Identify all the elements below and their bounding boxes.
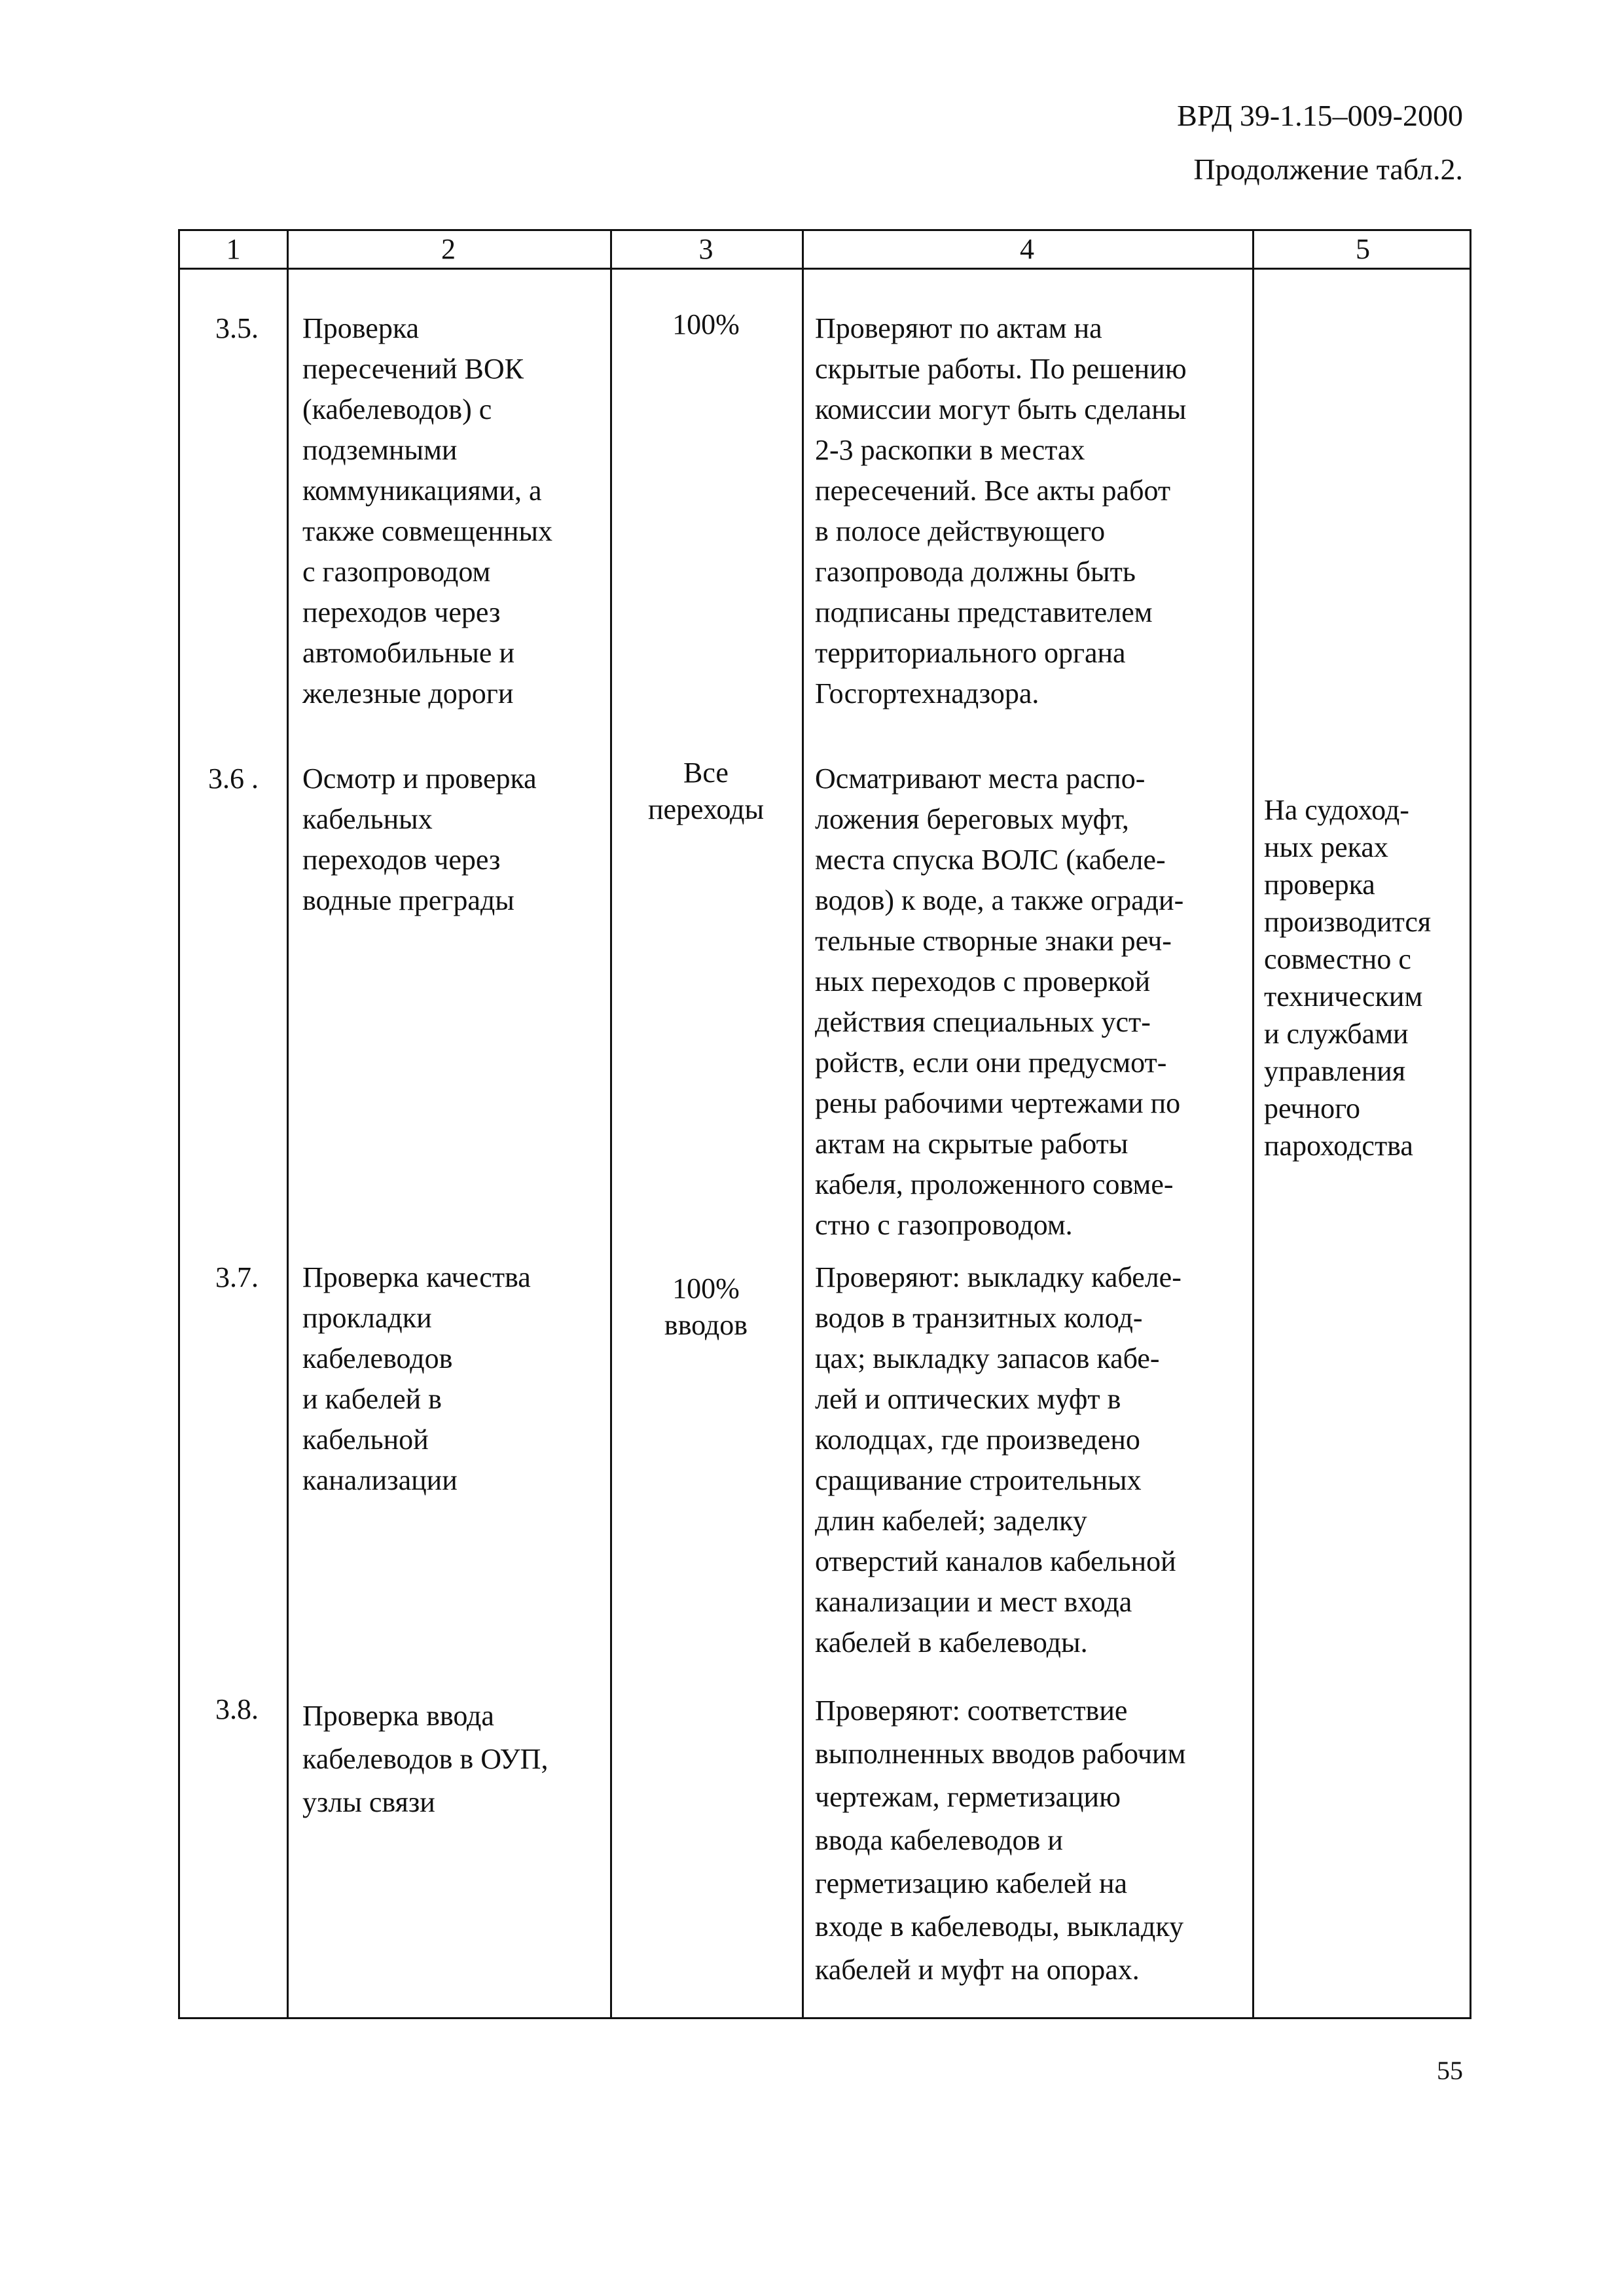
row-name: Проверка качества прокладки кабелеводов и кабелей в кабельной канализации — [302, 1261, 531, 1496]
row-name: Проверка ввода кабелеводов в ОУП, узлы связи — [302, 1700, 549, 1818]
row-number: 3.7. — [215, 1261, 259, 1293]
row-method: Проверяют по актам на скрытые работы. По решению комиссии могут быть сделаны 2-3 раскопки в местах пересечений. Все акты работ в полосе действующего газопровода должны быть подписаны представителем территориального органа Госгортехнадзора. — [815, 312, 1187, 709]
inspection-table — [178, 229, 1471, 2019]
table-continuation-label: Продолжение табл.2. — [1193, 152, 1463, 186]
column-number-3: 3 — [698, 233, 713, 265]
column-divider-4 — [1252, 231, 1254, 2017]
row-scope: Все переходы — [647, 757, 765, 825]
row-number: 3.6 . — [208, 762, 259, 795]
column-number-2: 2 — [441, 233, 456, 265]
column-divider-1 — [287, 231, 289, 2017]
row-method: Проверяют: выкладку кабеле- водов в транзитных колод- цах; выкладку запасов кабе- лей и оптических муфт в колодцах, где произведено сращивание строительных длин кабелей; заделку отверстий каналов кабельной канализации и мест входа кабелей в кабелеводы. — [815, 1261, 1182, 1659]
row-number: 3.8. — [215, 1693, 259, 1725]
page-number: 55 — [1437, 2056, 1463, 2085]
row-name: Осмотр и проверка кабельных переходов через водные преграды — [302, 762, 537, 916]
row-scope: 100% вводов — [664, 1272, 748, 1341]
row-note: На судоход- ных реках проверка производится совместно с техническим и службами управления речного пароходства — [1264, 794, 1432, 1162]
column-number-4: 4 — [1020, 233, 1034, 265]
row-method: Проверяют: соответствие выполненных вводов рабочим чертежам, герметизацию ввода кабелеводов и герметизацию кабелей на входе в кабелеводы, выкладку кабелей и муфт на опорах. — [815, 1695, 1186, 1986]
row-scope: 100% — [672, 308, 740, 340]
document-code: ВРД 39-1.15–009-2000 — [1177, 99, 1463, 132]
column-divider-3 — [802, 231, 804, 2017]
row-number: 3.5. — [215, 312, 259, 344]
column-number-5: 5 — [1356, 233, 1370, 265]
row-method: Осматривают места распо- ложения береговых муфт, места спуска ВОЛС (кабеле- водов) к воде, а также огради- тельные створные знаки реч- ных переходов с проверкой действия специальных уст- ройств, если они предусмот- рены рабочими чертежами по актам на скрытые работы кабеля, проложенного совме- стно с газопроводом. — [815, 762, 1184, 1241]
row-name: Проверка пересечений ВОК (кабелеводов) с подземными коммуникациями, а также совмещенных с газопроводом переходов через автомобильные и железные дороги — [302, 312, 553, 709]
header-separator — [180, 268, 1470, 270]
column-divider-2 — [610, 231, 612, 2017]
column-number-1: 1 — [226, 233, 241, 265]
